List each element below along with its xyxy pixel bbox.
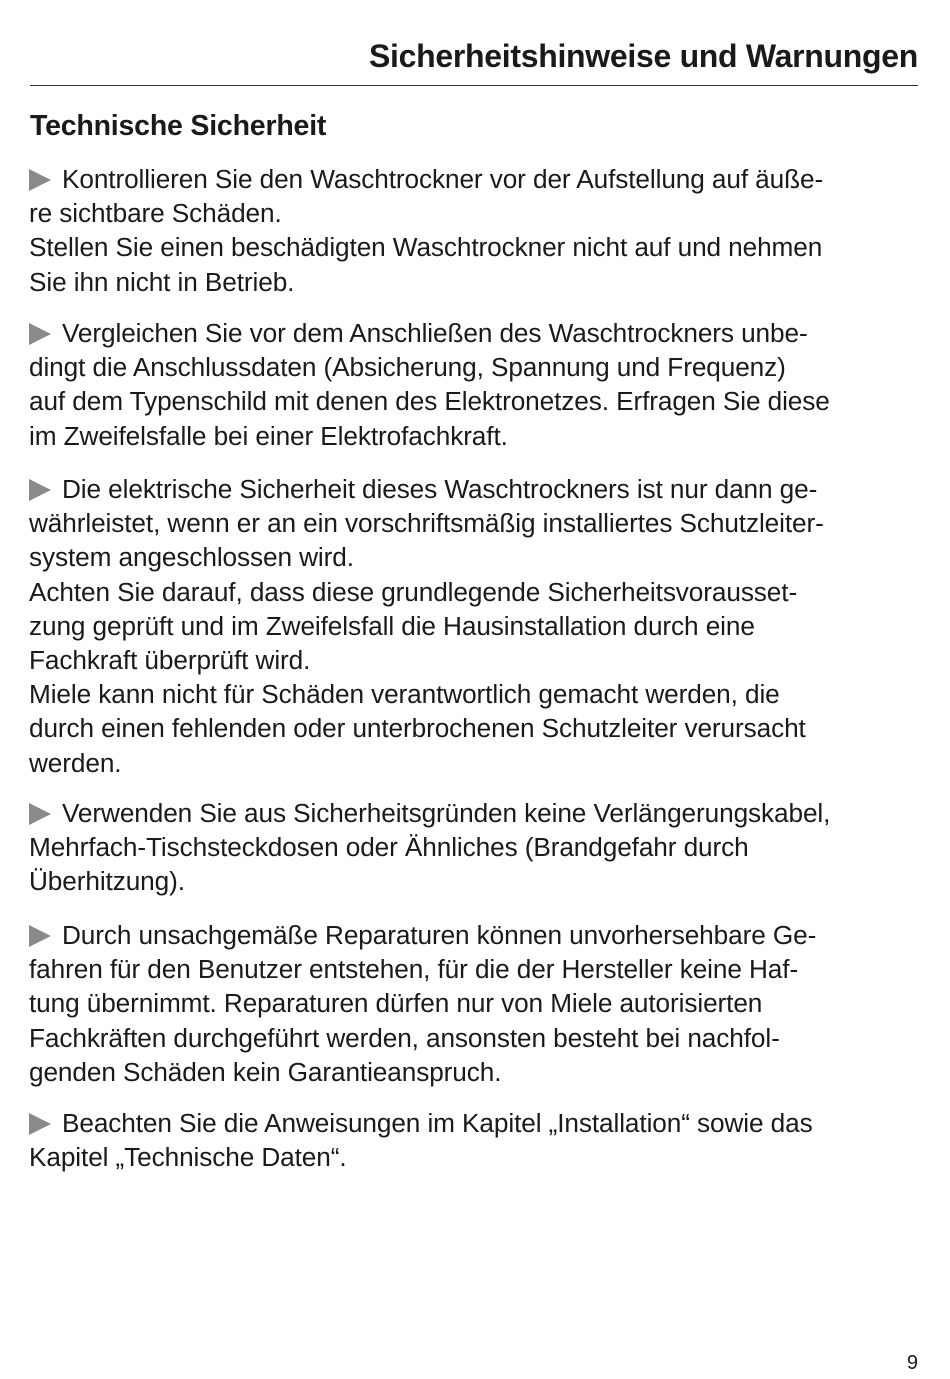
item-text: Durch unsachgemäße Reparaturen können unvorhersehbare Ge- <box>62 920 817 950</box>
item-line: Sie ihn nicht in Betrieb. <box>29 266 295 297</box>
arrow-bullet-icon <box>29 803 51 825</box>
item-line <box>29 472 929 506</box>
item-text: Die elektrische Sicherheit dieses Waschtrockners ist nur dann ge- <box>62 474 818 504</box>
item-line <box>29 796 929 830</box>
item-line: zung geprüft und im Zweifelsfall die Hausinstallation durch eine <box>29 610 755 641</box>
item-line: fahren für den Benutzer entstehen, für die der Hersteller keine Haf- <box>29 954 799 985</box>
safety-item-2 <box>29 316 929 453</box>
arrow-bullet-icon <box>29 479 51 501</box>
item-text: Kontrollieren Sie den Waschtrockner vor der Aufstellung auf äuße- <box>62 164 824 194</box>
section-title: Technische Sicherheit <box>30 110 327 142</box>
arrow-bullet-icon <box>29 925 51 947</box>
safety-item-3 <box>29 472 929 780</box>
item-line: Kapitel „Technische Daten“. <box>29 1142 347 1173</box>
item-line: genden Schäden kein Garantieanspruch. <box>29 1056 502 1087</box>
item-line: Fachkraft überprüft wird. <box>29 644 311 675</box>
item-text: Beachten Sie die Anweisungen im Kapitel „Installation“ sowie das <box>62 1108 813 1138</box>
arrow-bullet-icon <box>29 1113 51 1135</box>
item-line: Achten Sie darauf, dass diese grundlegende Sicherheitsvorausset- <box>29 576 798 607</box>
item-line: Überhitzung). <box>29 866 185 897</box>
safety-item-1 <box>29 162 929 299</box>
safety-item-5 <box>29 918 929 1089</box>
item-line: Stellen Sie einen beschädigten Waschtrockner nicht auf und nehmen <box>29 232 823 263</box>
item-text: Vergleichen Sie vor dem Anschließen des Waschtrockners unbe- <box>62 318 808 348</box>
item-line <box>29 316 929 350</box>
item-line: dingt die Anschlussdaten (Absicherung, Spannung und Frequenz) <box>29 352 786 383</box>
header-title: Sicherheitshinweise und Warnungen <box>369 38 918 74</box>
item-line: durch einen fehlenden oder unterbrochenen Schutzleiter verursacht <box>29 713 806 744</box>
item-line: system angeschlossen wird. <box>29 542 354 573</box>
item-line: auf dem Typenschild mit denen des Elektronetzes. Erfragen Sie diese <box>29 386 830 417</box>
item-line: währleistet, wenn er an ein vorschriftsmäßig installiertes Schutzleiter- <box>29 508 824 539</box>
item-line: Mehrfach-Tischsteckdosen oder Ähnliches (Brandgefahr durch <box>29 832 749 863</box>
item-line: tung übernimmt. Reparaturen dürfen nur von Miele autorisierten <box>29 988 763 1019</box>
item-line <box>29 162 929 196</box>
arrow-bullet-icon <box>29 323 51 345</box>
item-line: Miele kann nicht für Schäden verantwortlich gemacht werden, die <box>29 679 780 710</box>
item-line: im Zweifelsfalle bei einer Elektrofachkraft. <box>29 420 508 451</box>
item-text: Verwenden Sie aus Sicherheitsgründen keine Verlängerungskabel, <box>62 798 831 828</box>
item-line <box>29 1106 929 1140</box>
arrow-bullet-icon <box>29 169 51 191</box>
item-line: Fachkräften durchgeführt werden, ansonsten besteht bei nachfol- <box>29 1022 780 1053</box>
page-number: 9 <box>906 1352 918 1374</box>
item-line: re sichtbare Schäden. <box>29 198 282 229</box>
page-header <box>30 36 918 86</box>
safety-item-6 <box>29 1106 929 1174</box>
item-line <box>29 918 929 952</box>
safety-item-4 <box>29 796 929 899</box>
item-line: werden. <box>29 747 122 778</box>
